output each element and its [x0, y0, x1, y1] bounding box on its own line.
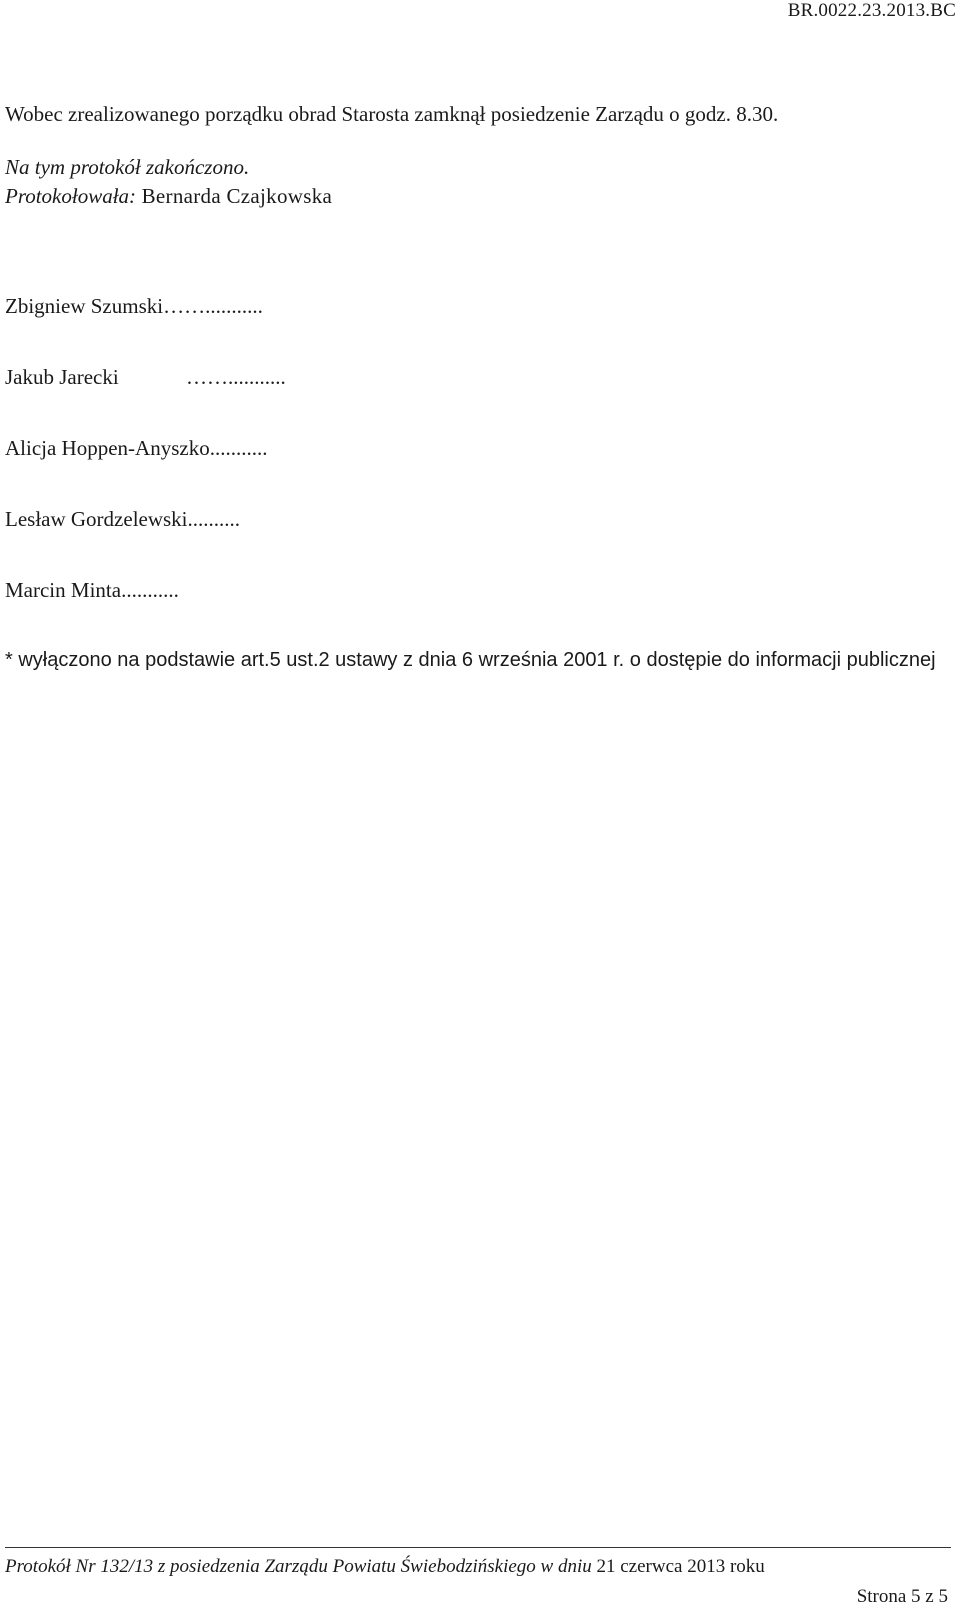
- closing-statement: Wobec zrealizowanego porządku obrad Starosta zamknął posiedzenie Zarządu o godz. 8.30.: [5, 102, 779, 126]
- document-reference-number: BR.0022.23.2013.BC: [787, 0, 956, 21]
- recorder-line: [5, 182, 332, 210]
- signatory-name: Zbigniew Szumski: [5, 294, 164, 318]
- signatory-name: Marcin Minta: [5, 578, 122, 602]
- signature-dots: ……...........: [186, 365, 286, 389]
- signature-dots: ...........: [209, 436, 268, 460]
- redaction-footnote: * wyłączono na podstawie art.5 ust.2 ustawy z dnia 6 września 2001 r. o dostępie do informacji publicznej: [5, 649, 936, 671]
- signature-dots: ..........: [187, 507, 241, 531]
- footer-date: 21 czerwca 2013 roku: [591, 1556, 765, 1577]
- signature-line: [5, 363, 286, 391]
- signature-line: [5, 292, 263, 320]
- protocol-end-statement: Na tym protokół zakończono.: [5, 155, 250, 179]
- footer-divider: [5, 1547, 951, 1548]
- signatory-name: Jakub Jarecki: [5, 365, 119, 389]
- signature-dots: ……...........: [163, 294, 263, 318]
- recorder-name: Bernarda Czajkowska: [136, 184, 333, 208]
- footer-protocol-text: Protokół Nr 132/13 z posiedzenia Zarządu Powiatu Świebodzińskiego w dniu: [5, 1556, 592, 1577]
- signature-line: [5, 434, 267, 462]
- signature-line: [5, 505, 240, 533]
- page-number: Strona 5 z 5: [856, 1586, 948, 1607]
- recorder-label: Protokołowała:: [5, 184, 137, 208]
- footer-protocol-line: [5, 1555, 765, 1579]
- signatory-name: Alicja Hoppen-Anyszko: [5, 436, 210, 460]
- signatory-name: Lesław Gordzelewski: [5, 507, 188, 531]
- signature-dots: ...........: [121, 578, 179, 602]
- signature-line: [5, 576, 179, 604]
